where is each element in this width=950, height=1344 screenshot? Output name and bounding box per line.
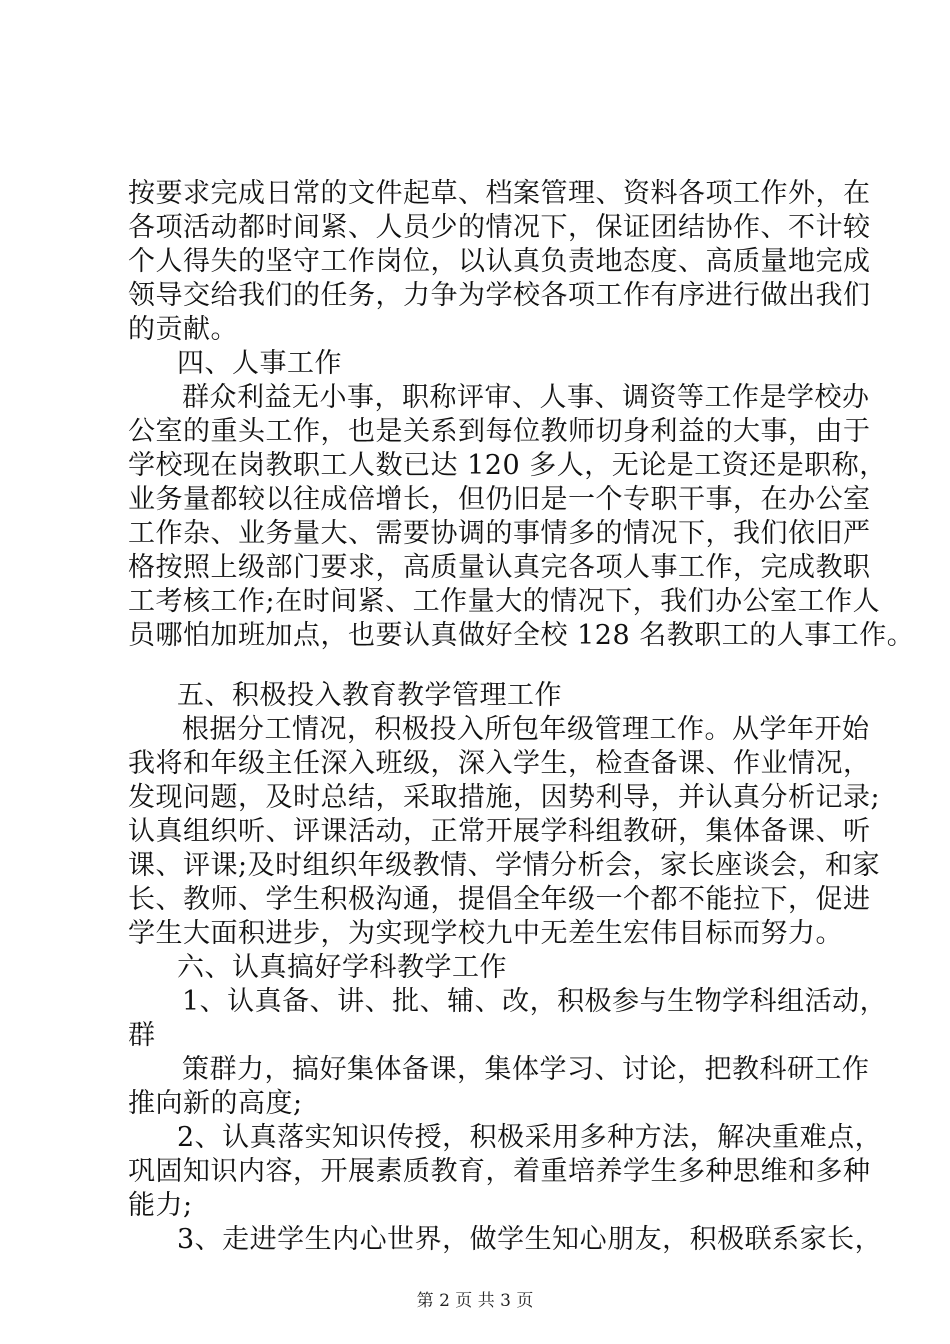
body-line: 员哪怕加班加点，也要认真做好全校 128 名教职工的人事工作。 [128, 620, 915, 651]
body-line: 学校现在岗教职工人数已达 120 多人，无论是工资还是职称， [128, 450, 887, 481]
body-line: 工考核工作;在时间紧、工作量大的情况下，我们办公室工作人 [128, 586, 881, 617]
page-footer: 第 2 页 共 3 页 [416, 1291, 534, 1311]
body-line: 公室的重头工作，也是关系到每位教师切身利益的大事，由于 [128, 416, 871, 447]
body-line: 1、认真备、讲、批、辅、改，积极参与生物学科组活动， [182, 986, 888, 1017]
section-heading: 五、积极投入教育教学管理工作 [177, 680, 562, 711]
body-line: 推向新的高度; [128, 1088, 303, 1119]
section-heading: 六、认真搞好学科教学工作 [177, 952, 507, 983]
body-line: 按要求完成日常的文件起草、档案管理、资料各项工作外，在 [128, 178, 871, 209]
body-line: 群 [128, 1020, 156, 1051]
body-line: 根据分工情况，积极投入所包年级管理工作。从学年开始 [182, 714, 870, 745]
body-line: 3、走进学生内心世界，做学生知心朋友，积极联系家长， [177, 1224, 883, 1255]
body-line: 学生大面积进步，为实现学校九中无差生宏伟目标而努力。 [128, 918, 843, 949]
body-line: 群众利益无小事，职称评审、人事、调资等工作是学校办 [182, 382, 870, 413]
body-line: 领导交给我们的任务，力争为学校各项工作有序进行做出我们 [128, 280, 871, 311]
body-line: 业务量都较以往成倍增长，但仍旧是一个专职干事，在办公室 [128, 484, 871, 515]
body-line: 格按照上级部门要求，高质量认真完各项人事工作，完成教职 [128, 552, 871, 583]
body-line: 各项活动都时间紧、人员少的情况下，保证团结协作、不计较 [128, 212, 871, 243]
section-heading: 四、人事工作 [177, 348, 342, 379]
body-line: 发现问题，及时总结，采取措施，因势利导，并认真分析记录; [128, 782, 881, 813]
body-line: 认真组织听、评课活动，正常开展学科组教研，集体备课、听 [128, 816, 871, 847]
body-line: 工作杂、业务量大、需要协调的事情多的情况下，我们依旧严 [128, 518, 871, 549]
body-line: 课、评课;及时组织年级教情、学情分析会，家长座谈会，和家 [128, 850, 881, 881]
body-line: 我将和年级主任深入班级，深入学生，检查备课、作业情况， [128, 748, 871, 779]
body-line: 能力; [128, 1190, 193, 1221]
body-line: 长、教师、学生积极沟通，提倡全年级一个都不能拉下，促进 [128, 884, 871, 915]
body-line: 个人得失的坚守工作岗位，以认真负责地态度、高质量地完成 [128, 246, 871, 277]
body-line: 的贡献。 [128, 314, 238, 345]
body-line: 2、认真落实知识传授，积极采用多种方法，解决重难点， [177, 1122, 883, 1153]
body-line: 策群力，搞好集体备课，集体学习、讨论，把教科研工作 [182, 1054, 870, 1085]
body-line: 巩固知识内容，开展素质教育，着重培养学生多种思维和多种 [128, 1156, 871, 1187]
